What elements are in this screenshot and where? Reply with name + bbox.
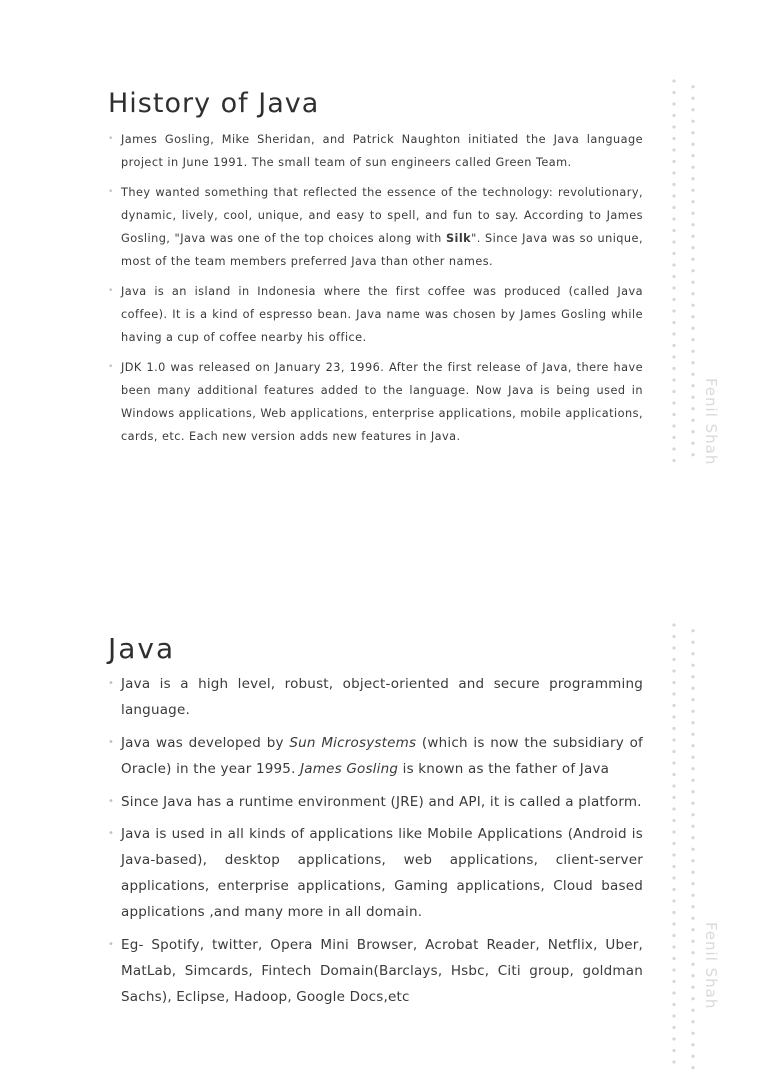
slide-title: Java: [108, 632, 176, 665]
bullet-marker: •: [108, 828, 115, 839]
bullet-marker: •: [108, 939, 115, 950]
bullet-marker: •: [108, 187, 114, 197]
bullet-text: Eg- Spotify, twitter, Opera Mini Browser, Acrobat Reader, Netflix, Uber, MatLab, Simcards, Fintech Domain(Barclays, Hsbc, Citi group, goldman Sachs), Eclipse, Hadoop, Google Docs,etc: [121, 937, 643, 1005]
bullet-list: [108, 671, 643, 1017]
bullet-item: [108, 280, 643, 349]
decorative-dot-column: [670, 78, 700, 466]
author-watermark: Fenil Shah: [702, 922, 720, 1010]
bullet-text: Since Java has a runtime environment (JRE) and API, it is called a platform.: [121, 794, 642, 810]
bullet-item: [108, 730, 643, 782]
bullet-text: James Gosling, Mike Sheridan, and Patrick Naughton initiated the Java language project in June 1991. The small team of sun engineers called Green Team.: [121, 133, 643, 169]
bullet-marker: •: [108, 286, 114, 296]
bullet-item: [108, 128, 643, 174]
bullet-text: is known as the father of Java: [398, 761, 610, 777]
bullet-item: [108, 356, 643, 448]
bullet-marker: •: [108, 362, 114, 372]
bullet-text: JDK 1.0 was released on January 23, 1996. After the first release of Java, there have been many additional features added to the language. Now Java is being used in Windows applications, Web applications, enterprise applications, mobile applications, cards, etc. Each new version adds new features in Java.: [121, 361, 643, 443]
bullet-item: [108, 932, 643, 1010]
bullet-text: (which is now the subsidiary of Oracle) in the year 1995.: [121, 735, 643, 777]
decorative-dot-column: [670, 622, 700, 1070]
bullet-text: Java was developed by: [121, 735, 290, 751]
bullet-item: [108, 671, 643, 723]
bullet-text: Java is used in all kinds of applications like Mobile Applications (Android is Java-based), desktop applications, web applications, client-server applications, enterprise applications, Gaming applications, Cloud based applications ,and many more in all domain.: [121, 826, 643, 920]
bullet-item: [108, 821, 643, 925]
bullet-text: ". Since Java was so unique, most of the team members preferred Java than other names.: [121, 232, 643, 268]
bullet-list: [108, 128, 643, 455]
bullet-marker: •: [108, 678, 115, 689]
bullet-marker: •: [108, 796, 115, 807]
bullet-marker: •: [108, 737, 115, 748]
slide-history-of-java: [0, 0, 768, 520]
bullet-text: Sun Microsystems: [289, 735, 417, 751]
author-watermark: Fenil Shah: [702, 378, 720, 466]
slide-java: [0, 560, 768, 1024]
bullet-text: Java is a high level, robust, object-oriented and secure programming language.: [121, 676, 643, 718]
bullet-text: Silk: [445, 232, 472, 245]
bullet-text: They wanted something that reflected the essence of the technology: revolutionary, dynamic, lively, cool, unique, and easy to spell, and fun to say. According to James Gosling, "Java was one of the top choices along with: [121, 186, 643, 245]
bullet-item: [108, 789, 643, 815]
bullet-marker: •: [108, 134, 114, 144]
bullet-text: James Gosling: [300, 761, 399, 777]
bullet-item: [108, 181, 643, 273]
bullet-text: Java is an island in Indonesia where the first coffee was produced (called Java coffee). It is a kind of espresso bean. Java name was chosen by James Gosling while having a cup of coffee nearby his office.: [121, 285, 643, 344]
slide-title: History of Java: [108, 88, 320, 119]
